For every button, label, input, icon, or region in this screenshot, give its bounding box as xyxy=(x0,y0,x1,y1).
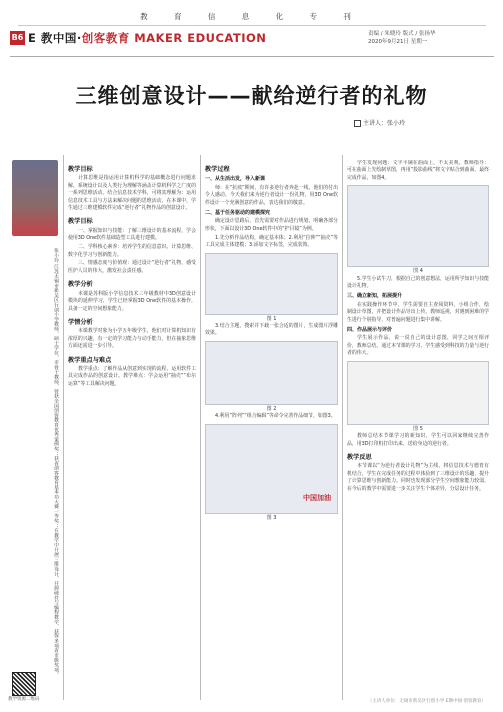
paragraph: 教学重点：了解作品从创意到实现的流程，运用软件工具完成作品的创意设计。教学难点：学会运用“抽壳”“布尔运算”等工具解决问题。 xyxy=(68,365,196,387)
figure-4-image xyxy=(347,185,489,267)
section-heading: 教学反思 xyxy=(347,453,372,461)
qr-label: 教学资源二维码 xyxy=(8,697,40,702)
square-icon xyxy=(354,120,361,127)
byline xyxy=(354,118,405,127)
figure-5-image xyxy=(347,361,489,425)
paragraph: 计算思维是指运用计算机科学的基础概念进行问题求解、系统设计以及人类行为理解等涵盖计算机科学之广度的一系列思维活动。结合信息技术学科，可将其理解为：运用信息技术工具与方法来解决问题的思维活动，在本课中，学生通过三维建模软件完成“逆行者”礼物作品的创意设计。 xyxy=(68,175,196,212)
paragraph: 1.先分析作品结构，确定基本体；2.利用“拉伸”“抽壳”等工具完成主体建模；3.添加文字标签，完成装饰。 xyxy=(205,234,338,249)
author-bio: 张小玲 江苏无锡市新吴区行创小学教师，硕士学位，市骨干教师，曾获全国创客教育优秀案例奖；获省创客教育基本功大赛一等奖；在教学中开展三维设计、开源硬件与编程教学，获得多项省市级奖项。 xyxy=(53,248,58,677)
column-rule xyxy=(63,155,64,700)
masthead-divider xyxy=(10,56,494,57)
paragraph: 4.利用“阵列”“组合编辑”等命令完善作品细节，如图3。 xyxy=(215,413,336,420)
section-heading: 教学目标 xyxy=(68,218,93,226)
paragraph: 本课是苏科版小学信息技术三年级教材中3D创意设计模块的延伸学习，学生已经掌握3D One软件的基本操作，具备一定的空间想象能力。 xyxy=(68,290,196,312)
subheading: 四、作品展示与评价 xyxy=(347,327,393,334)
column-rule xyxy=(200,155,201,700)
subheading: 二、基于任务驱动的建模探究 xyxy=(205,210,271,217)
section-heading: 教学过程 xyxy=(205,166,230,173)
paragraph: 三、情感态度与价值观：通过设计“逆行者”礼物，感受医护人员的伟大，激发社会责任感。 xyxy=(68,260,196,274)
paragraph: 二、学科核心素养：培养学生的信息意识、计算思维、数字化学习与创新能力。 xyxy=(68,244,196,258)
section-heading: 学情分析 xyxy=(68,318,93,326)
column-2 xyxy=(205,160,338,700)
masthead-meta xyxy=(368,30,498,46)
paragraph: 师：在“抗疫”期间，有许多逆行者奔赴一线，他们的付出令人感动。今天我们来为逆行者设计一份礼物，用3D One软件设计一个充满创意的作品，表达我们的敬意。 xyxy=(205,184,338,206)
figure-caption: 图 5 xyxy=(413,425,423,432)
figure-2-image xyxy=(205,341,338,405)
subheading: 一、从生活出发，导入新课 xyxy=(205,176,266,183)
paragraph: 教师总结本节课学习的新知识，学生可以回家继续完善作品，用3D打印机打印出来，送给身边的逆行者。 xyxy=(347,433,489,447)
masthead-brand xyxy=(28,30,266,46)
figure-caption: 图 1 xyxy=(266,315,277,322)
paragraph: 学生发现问题：文字平铺在曲面上，不太美观。教师指导：可在曲面上先绘制草图，再用“投影曲线”将文字贴合到曲面，最终完成作品，如图4。 xyxy=(347,160,489,181)
figure-caption: 图 3 xyxy=(266,514,277,521)
top-divider xyxy=(18,25,486,26)
column-3 xyxy=(347,160,489,695)
figure-1-image xyxy=(205,253,338,315)
figure-caption: 图 4 xyxy=(413,268,423,275)
figure-3-image xyxy=(205,424,338,514)
brand-main: 创客教育 MAKER EDUCATION xyxy=(81,31,267,45)
paragraph: 本课教学对象为小学五年级学生，他们对计算机知识有浓厚的兴趣，有一定的学习能力与动手能力，但在抽象思维方面还需进一步引导。 xyxy=(68,328,196,350)
brand-prefix: E 教中国· xyxy=(28,31,82,45)
figure-caption: 图 2 xyxy=(266,405,277,412)
section-heading: 教学目标 xyxy=(68,166,93,173)
page-footer: （主讲人单位：无锡市新吴区行创小学 E教中国·创客教育） xyxy=(367,699,486,704)
page-badge: B6 xyxy=(10,31,25,45)
paragraph: 一、掌握知识与技能：了解三维设计的基本流程，学会使用3D One软件基础造型工具进行建模。 xyxy=(68,227,196,242)
paragraph: 本节课以“为逆行者设计礼物”为主线，将信息技术与德育有机结合，学生在完成任务的过程中体验到了三维设计的乐趣，提升了计算思维与创新能力。同时也发现部分学生空间想象能力较弱，在今后的教学中需要进一步关注学生个体差异，分层设计任务。 xyxy=(347,463,489,492)
paragraph: 3.结合主题，搜索并下载一张合适的图片，生成图片浮雕效果。 xyxy=(205,322,338,337)
column-rule xyxy=(342,155,343,700)
meta-date: 2020年9月21日 星期一 xyxy=(368,39,428,45)
figure-3-label: 中国加油 xyxy=(303,494,331,503)
paragraph: 学生展示作品，说一说自己的设计意图，同学之间互相评价，教师总结。通过本节课的学习，学生感受到科技的力量与逆行者的伟大。 xyxy=(347,335,489,357)
paragraph: 5.学生小试牛刀，根据自己的创意想法，运用所学知识与技能设计礼物。 xyxy=(347,275,489,290)
byline-text: 主讲人：张小玲 xyxy=(363,120,406,127)
section-heading: 教学分析 xyxy=(68,281,93,289)
series-title: 教 育 信 息 化 专 刊 xyxy=(140,12,363,21)
paragraph: 确定设计思路后，首先需要对作品进行规划，明确各部分形状，下面以设计3D One软件中的“护目镜”为例。 xyxy=(205,218,338,232)
qr-code-icon xyxy=(12,672,36,696)
page-title: 三维创意设计——献给逆行者的礼物 xyxy=(75,84,428,108)
column-1 xyxy=(68,160,196,695)
paragraph: 在实践操作环节中，学生需要自主查阅资料，小组合作，绘制设计草图，并把设计作品导出上传。教师巡视，对遇到困难的学生进行个别指导，对普遍问题进行集中讲解。 xyxy=(347,301,489,323)
meta-editor: 责编 / 朱晓玲 版式 / 张扬华 xyxy=(368,31,436,37)
author-photo xyxy=(12,160,58,236)
section-heading: 教学重点与难点 xyxy=(68,356,112,364)
subheading: 三、确立新知，拓展提升 xyxy=(347,293,403,300)
